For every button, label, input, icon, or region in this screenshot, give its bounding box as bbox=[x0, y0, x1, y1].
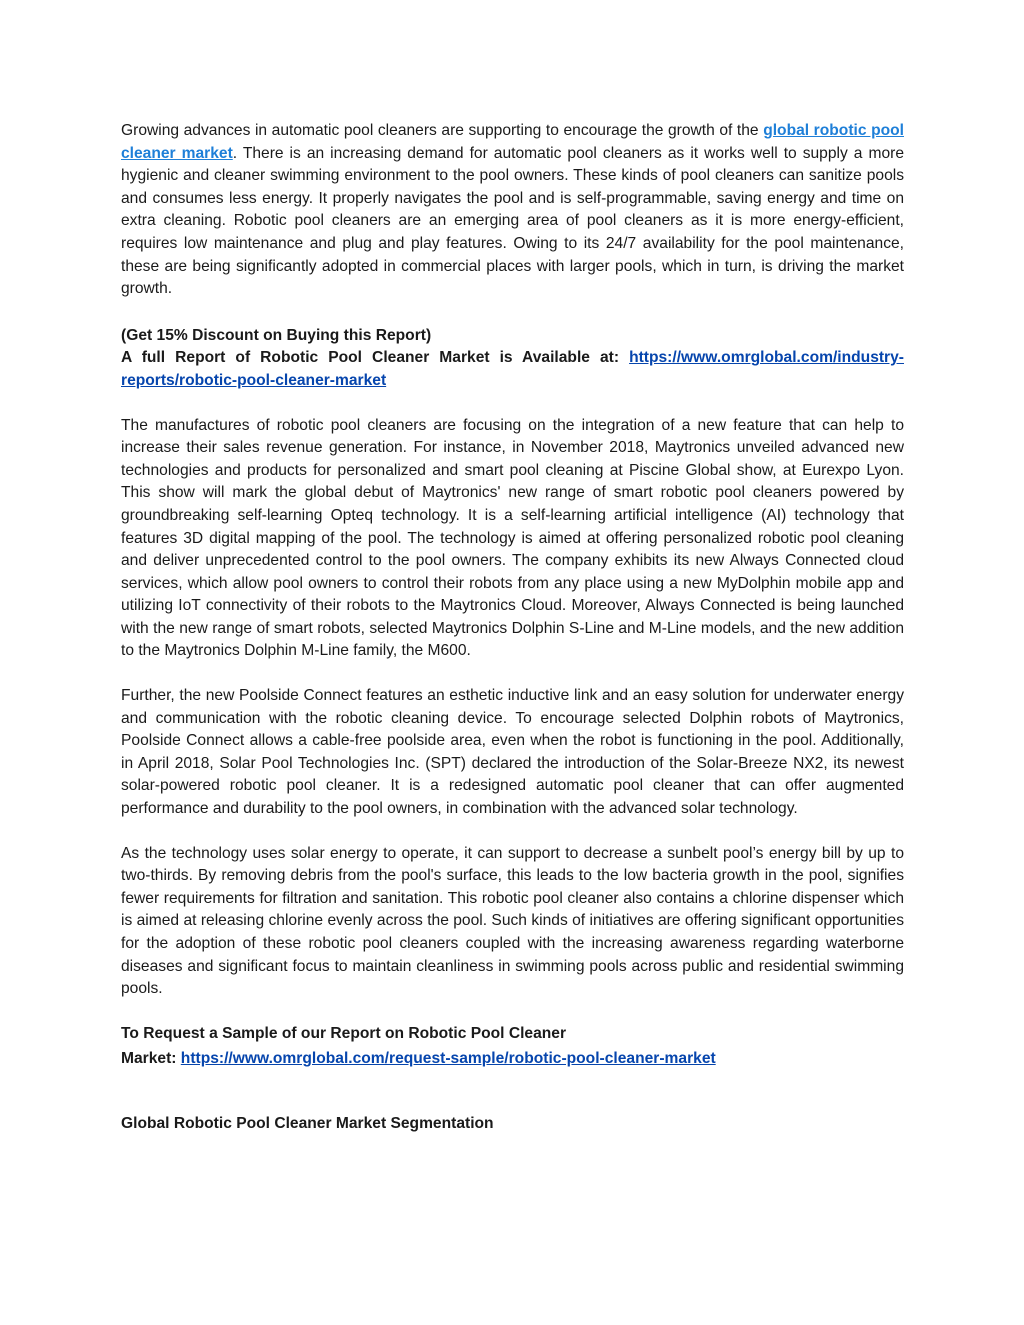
segmentation-heading: Global Robotic Pool Cleaner Market Segmentation bbox=[121, 1114, 494, 1132]
manufacturers-paragraph: The manufactures of robotic pool cleaners are focusing on the integration of a new feature that can help to increase their sales revenue generation. For instance, in November 2018, Maytronics unveiled advanced new technologies and products for personalized and smart pool cleaning at Piscine Global show, at Eurexpo Lyon. This show will mark the global debut of Maytronics' new range of smart robotic pool cleaners powered by groundbreaking self-learning Opteq technology. It is a self-learning artificial intelligence (AI) technology that features 3D digital mapping of the pool. The technology is aimed at offering personalized robotic pool cleaning and deliver unprecedented control to the pool owners. The company exhibits its new Always Connected cloud services, which allow pool owners to control their robots from any place using a new MyDolphin mobile app and utilizing IoT connectivity of their robots to the Maytronics Cloud. Moreover, Always Connected is being launched with the new range of smart robots, selected Maytronics Dolphin S-Line and M-Line models, and the new addition to the Maytronics Dolphin M-Line family, the M600. bbox=[121, 416, 904, 660]
sample-url-link[interactable]: https://www.omrglobal.com/request-sample/robotic-pool-cleaner-market bbox=[180, 1050, 716, 1068]
report-label: A full Report of Robotic Pool Cleaner Market is Available at: bbox=[121, 349, 630, 367]
poolside-connect-paragraph: Further, the new Poolside Connect features an esthetic inductive link and an easy solution for underwater energy and communication with the robotic cleaning device. To encourage selected Dolphin robots of Maytronics, Poolside Connect allows a cable-free poolside area, even when the robot is functioning in the pool. Additionally, in April 2018, Solar Pool Technologies Inc. (SPT) declared the introduction of the Solar-Breeze NX2, its newest solar-powered robotic pool cleaner. It is a redesigned automatic pool cleaner that can offer augmented performance and durability to the pool owners, in combination with the advanced solar technology. bbox=[121, 687, 904, 818]
report-url-link[interactable]: https://www.omrglobal.com/industry-reports/robotic-pool-cleaner-market bbox=[121, 349, 904, 389]
intro-paragraph bbox=[121, 120, 904, 301]
intro-text-end: . There is an increasing demand for automatic pool cleaners as it works well to supply a more hygienic and cleaner swimming environment to the pool owners. These kinds of pool cleaners can sanitize pools and consumes less energy. It properly navigates the pool and is self-programmable, saving energy and time on extra cleaning. Robotic pool cleaners are an emerging area of pool cleaners as it is more energy-efficient, requires low maintenance and plug and play features. Owing to its 24/7 availability for the pool maintenance, these are being significantly adopted in commercial places with larger pools, which in turn, is driving the market growth. bbox=[121, 144, 904, 298]
document-body bbox=[121, 120, 904, 1136]
sample-label: Market: bbox=[121, 1050, 181, 1068]
global-market-link[interactable]: global robotic pool cleaner market bbox=[121, 122, 904, 162]
intro-text-start: Growing advances in automatic pool cleaners are supporting to encourage the growth of the bbox=[121, 122, 764, 139]
solar-technology-paragraph: As the technology uses solar energy to operate, it can support to decrease a sunbelt pool’s energy bill by up to two-thirds. By removing debris from the pool's surface, this leads to the low bacteria growth in the pool, signifies fewer requirements for filtration and sanitation. This robotic pool cleaner also contains a chlorine dispenser which is aimed at releasing chlorine evenly across the pool. Such kinds of initiatives are offering significant opportunities for the adoption of these robotic pool cleaners coupled with the increasing awareness regarding waterborne diseases and significant focus to maintain cleanliness in swimming pools across public and residential swimming pools. bbox=[121, 844, 904, 998]
sample-request-line: To Request a Sample of our Report on Robotic Pool Cleaner bbox=[121, 1024, 567, 1042]
discount-line: (Get 15% Discount on Buying this Report) bbox=[121, 326, 432, 344]
sample-url-line bbox=[121, 1048, 904, 1071]
report-line bbox=[121, 347, 904, 392]
